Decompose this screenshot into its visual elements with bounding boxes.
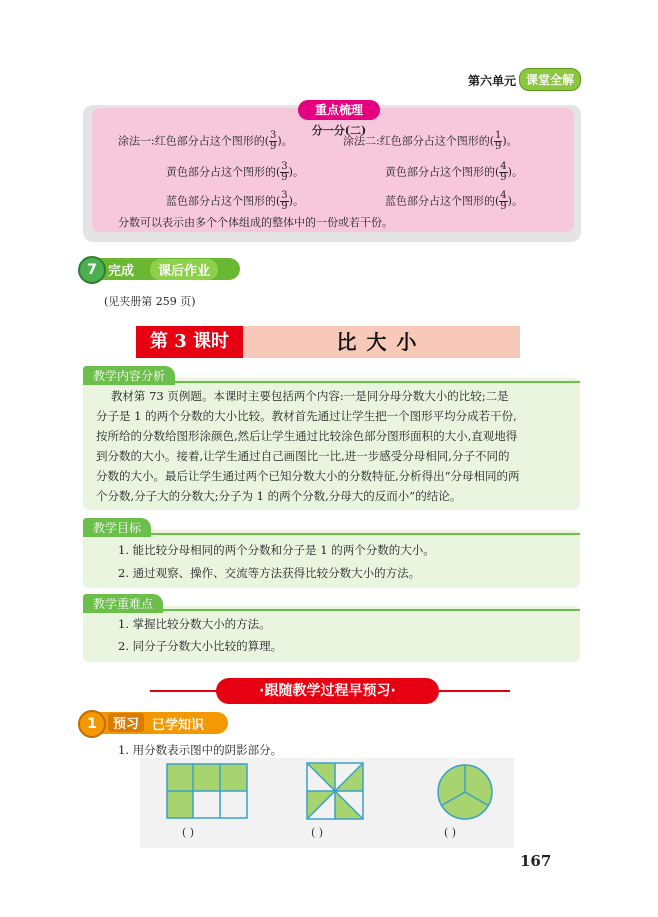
answer-blank[interactable]: ( ) [311,826,324,839]
review-row-3-left: 蓝色部分占这个图形的( $\frac{3}{9}$ )。 [166,190,304,212]
goals-divider [83,533,580,535]
analysis-line: 个分数,分子大的分数大;分子为 1 的两个分数,分母大的反而小”的结论。 [96,489,462,503]
review-summary: 分数可以表示由多个个体组成的整体中的一份或若干份。 [118,216,393,229]
answer-blank[interactable]: ( ) [182,826,195,839]
figure-square-triangles [306,762,364,820]
fraction: $\frac{4}{9}$ [500,190,507,212]
homework-label-b: 课后作业 [150,259,218,280]
fraction: $\frac{1}{9}$ [495,130,502,152]
analysis-body [96,386,576,506]
figure-grid-rectangle [166,763,248,819]
page-number: 167 [520,852,552,870]
review-row-2-left: 黄色部分占这个图形的( $\frac{3}{9}$ )。 [166,161,304,183]
review-subtitle: 分一分(二) [311,124,367,137]
analysis-line: 按所给的分数给图形涂颜色,然后让学生通过比较涂色部分图形面积的大小,直观地得 [96,429,518,443]
preview-label-a: 预习 [108,713,144,732]
fraction: $\frac{3}{9}$ [270,130,277,152]
section-badge: 课堂全解 [519,68,581,91]
difficulties-item: 2. 同分子分数大小比较的算理。 [118,639,283,653]
review-row-1-left: 涂法一:红色部分占这个图形的( $\frac{3}{9}$ )。 [118,130,293,152]
analysis-line: 教材第 73 页例题。本课时主要包括两个内容:一是同分母分数大小的比较;二是 [110,389,509,403]
grid-cell-shaded [167,791,193,818]
analysis-line: 分子是 1 的两个分数的大小比较。教材首先通过让学生把一个图形平均分成若干份, [96,409,517,423]
review-row-3-right: 蓝色部分占这个图形的( $\frac{4}{9}$ )。 [385,190,523,212]
goals-item: 2. 通过观察、操作、交流等方法获得比较分数大小的方法。 [118,566,421,580]
difficulties-tag: 教学重难点 [83,594,163,613]
preview-question: 1. 用分数表示图中的阴影部分。 [118,743,283,757]
review-tag: 重点梳理 [298,100,380,120]
preview-banner: ·跟随教学过程早预习· [216,678,439,704]
review-row-1-right: 涂法二:红色部分占这个图形的( $\frac{1}{9}$ )。 [343,130,518,152]
lesson-period: 第 3 课时 [136,326,243,358]
fraction: $\frac{3}{9}$ [281,161,288,183]
analysis-line: 到分数的大小。接着,让学生通过自己画图比一比,进一步感受分母相同,分子不同的 [96,449,510,463]
grid-cell-shaded [167,764,193,791]
preview-number: 1 [78,710,106,738]
fraction: $\frac{3}{9}$ [281,190,288,212]
difficulties-item: 1. 掌握比较分数大小的方法。 [118,617,271,631]
unit-label: 第六单元 [468,74,517,88]
grid-cell-shaded [220,764,247,791]
analysis-tag: 教学内容分析 [83,366,175,385]
homework-label-a: 完成 [108,264,135,279]
preview-label-b: 已学知识 [152,718,205,733]
grid-cell-shaded [193,764,220,791]
homework-reference: (见夹册第 259 页) [104,295,196,308]
fraction: $\frac{4}{9}$ [500,161,507,183]
lesson-title: 比大小 [243,326,520,358]
analysis-line: 分数的大小。最后让学生通过两个已知分数大小的分数特征,分析得出“分母相同的两 [96,469,520,483]
figure-circle-thirds [436,763,494,821]
homework-number: 7 [78,256,106,284]
goals-tag: 教学目标 [83,518,151,537]
review-row-2-right: 黄色部分占这个图形的( $\frac{4}{9}$ )。 [385,161,523,183]
answer-blank[interactable]: ( ) [444,826,457,839]
goals-item: 1. 能比较分母相同的两个分数和分子是 1 的两个分数的大小。 [118,543,435,557]
